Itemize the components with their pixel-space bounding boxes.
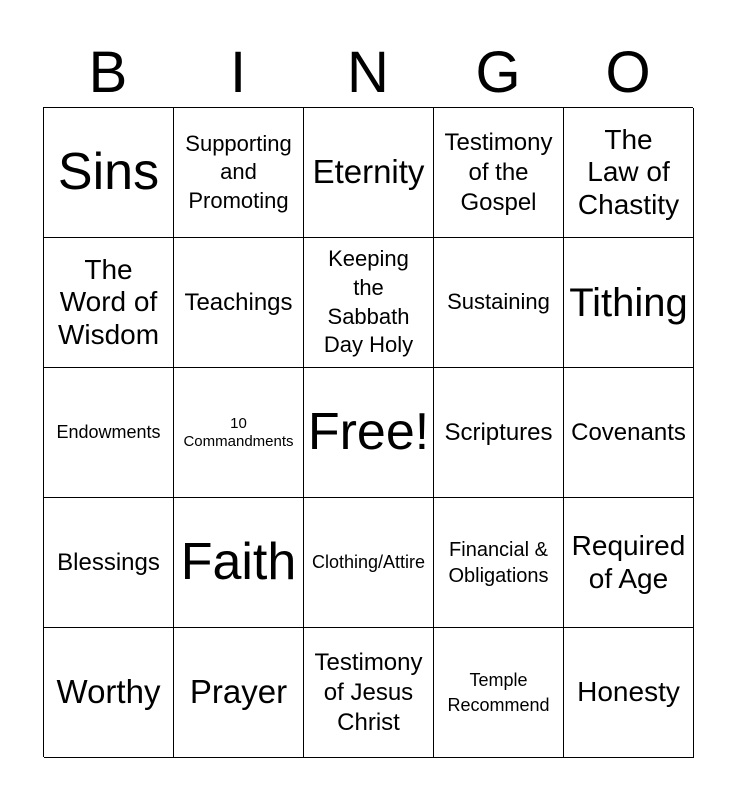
bingo-cell[interactable]: Testimony of Jesus Christ	[304, 628, 434, 758]
header-letter-o: O	[605, 40, 651, 105]
bingo-cell[interactable]: Endowments	[44, 368, 174, 498]
bingo-cell[interactable]: Blessings	[44, 498, 174, 628]
bingo-cell[interactable]: The Law of Chastity	[564, 108, 694, 238]
bingo-cell[interactable]: Supporting and Promoting	[174, 108, 304, 238]
bingo-cell[interactable]: Temple Recommend	[434, 628, 564, 758]
bingo-cell[interactable]: Faith	[174, 498, 304, 628]
bingo-cell[interactable]: Keeping the Sabbath Day Holy	[304, 238, 434, 368]
bingo-cell[interactable]: Sustaining	[434, 238, 564, 368]
bingo-cell[interactable]: Sins	[44, 108, 174, 238]
bingo-cell[interactable]: Clothing/Attire	[304, 498, 434, 628]
bingo-cell[interactable]: Scriptures	[434, 368, 564, 498]
bingo-header	[43, 40, 693, 106]
bingo-cell[interactable]: Required of Age	[564, 498, 694, 628]
bingo-cell[interactable]: Testimony of the Gospel	[434, 108, 564, 238]
header-letter-i: I	[229, 40, 247, 105]
bingo-cell[interactable]: Tithing	[564, 238, 694, 368]
bingo-cell[interactable]: Prayer	[174, 628, 304, 758]
header-letter-n: N	[347, 40, 389, 105]
bingo-cell[interactable]: Teachings	[174, 238, 304, 368]
header-letter-g: G	[475, 40, 521, 105]
free-space-cell[interactable]: Free!	[304, 368, 434, 498]
bingo-cell[interactable]: Worthy	[44, 628, 174, 758]
bingo-cell[interactable]: Covenants	[564, 368, 694, 498]
bingo-cell[interactable]: Honesty	[564, 628, 694, 758]
bingo-cell[interactable]: The Word of Wisdom	[44, 238, 174, 368]
bingo-cell[interactable]: Eternity	[304, 108, 434, 238]
header-letter-b: B	[88, 40, 128, 105]
bingo-cell[interactable]: 10 Commandments	[174, 368, 304, 498]
bingo-cell[interactable]: Financial & Obligations	[434, 498, 564, 628]
bingo-board	[43, 107, 693, 757]
